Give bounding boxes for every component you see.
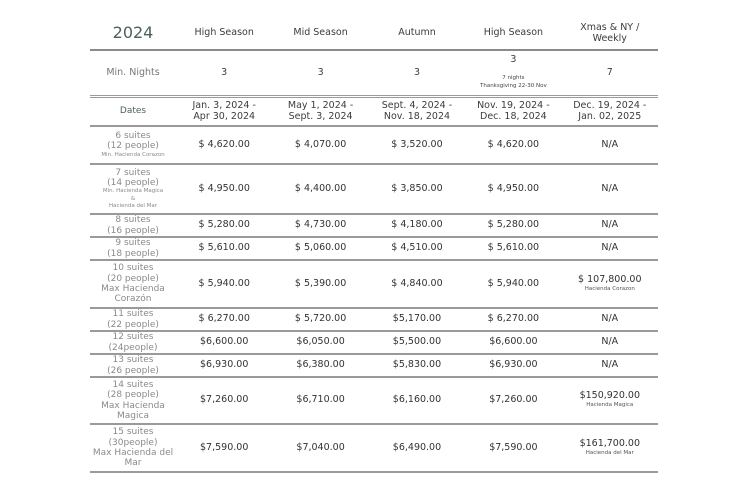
table-row	[90, 331, 658, 354]
price-value: $ 4,840.00	[391, 277, 443, 289]
price-cell	[465, 260, 561, 308]
price-cell	[369, 308, 465, 331]
price-value: N/A	[601, 138, 619, 150]
price-cell	[272, 126, 368, 164]
season-heading: High Season	[465, 18, 561, 50]
table-row	[90, 260, 658, 308]
date-range	[176, 97, 272, 127]
price-value: N/A	[601, 313, 619, 325]
price-cell	[465, 354, 561, 377]
price-value: $ 5,390.00	[294, 277, 347, 289]
suite-label-line: (26 people)	[107, 365, 159, 376]
price-cell	[562, 214, 658, 237]
price-cell	[176, 331, 272, 354]
price-value: $7,040.00	[296, 441, 345, 453]
suite-label	[90, 377, 176, 424]
price-cell	[272, 260, 368, 308]
table-row	[90, 354, 658, 377]
price-cell	[465, 331, 561, 354]
price-value: $ 4,730.00	[294, 219, 347, 231]
price-value: N/A	[601, 359, 619, 371]
suite-label	[90, 331, 176, 354]
price-cell	[465, 164, 561, 214]
date-start: Nov. 19, 2024 -	[477, 99, 550, 111]
suite-label-line: Max Hacienda	[101, 284, 165, 294]
price-cell	[562, 164, 658, 214]
price-value: $6,490.00	[392, 441, 442, 453]
suite-label	[90, 164, 176, 214]
price-value: $161,700.00	[579, 437, 640, 449]
suite-label-line: 6 suites	[115, 130, 151, 141]
date-range	[272, 97, 368, 127]
price-value: $ 5,610.00	[487, 242, 540, 254]
min-nights-value: 3	[369, 50, 465, 97]
price-note: Hacienda Magica	[586, 402, 634, 409]
price-value: $6,710.00	[296, 394, 345, 406]
price-value: $5,830.00	[392, 359, 442, 371]
price-value: $ 5,610.00	[198, 242, 250, 254]
price-cell	[562, 424, 658, 472]
price-cell	[562, 126, 658, 164]
suite-label-line: (14 people)	[107, 177, 159, 188]
suite-label-line: 7 suites	[115, 167, 151, 178]
price-cell	[369, 424, 465, 472]
price-cell	[369, 214, 465, 237]
price-value: $ 5,060.00	[294, 242, 347, 254]
suite-label-line: (16 people)	[107, 225, 159, 236]
price-value: N/A	[601, 219, 619, 231]
price-value: $7,590.00	[489, 441, 538, 453]
price-value: $7,260.00	[489, 394, 538, 406]
price-cell	[176, 126, 272, 164]
suite-label-line: 10 suites	[112, 263, 154, 274]
price-cell	[369, 260, 465, 308]
date-end: Jan. 02, 2025	[578, 110, 642, 122]
suite-label-line: 8 suites	[115, 215, 151, 226]
price-value: $6,600.00	[200, 336, 249, 348]
suite-label-line: (28 people)	[107, 390, 159, 401]
suite-label-line: 13 suites	[112, 355, 154, 366]
suite-label	[90, 308, 176, 331]
date-range	[562, 97, 658, 127]
suite-label	[90, 354, 176, 377]
price-value: $ 6,270.00	[198, 313, 250, 325]
price-value: $ 5,720.00	[294, 313, 347, 325]
suite-note: Min. Hacienda Corazon	[101, 151, 165, 158]
price-value: $ 5,280.00	[198, 219, 250, 231]
price-cell	[176, 377, 272, 424]
price-cell	[369, 354, 465, 377]
dates-label: Dates	[90, 97, 176, 127]
price-cell	[562, 237, 658, 260]
price-value: $ 5,280.00	[487, 219, 540, 231]
min-nights-note: 7 nights	[502, 74, 525, 81]
price-value: $ 5,940.00	[198, 277, 250, 289]
price-cell	[176, 214, 272, 237]
price-cell	[272, 424, 368, 472]
date-start: Sept. 4, 2024 -	[381, 99, 453, 111]
suite-label	[90, 126, 176, 164]
date-start: May 1, 2024 -	[287, 99, 354, 111]
price-cell	[272, 214, 368, 237]
price-value: $ 4,950.00	[198, 182, 250, 194]
suite-label	[90, 424, 176, 472]
price-cell	[272, 308, 368, 331]
price-cell	[369, 331, 465, 354]
price-cell	[562, 260, 658, 308]
price-cell	[562, 331, 658, 354]
price-value: N/A	[601, 336, 619, 348]
min-nights-label: Min. Nights	[90, 50, 176, 97]
price-cell	[465, 377, 561, 424]
price-note: Hacienda del Mar	[585, 449, 634, 456]
table-row	[90, 164, 658, 214]
table-row	[90, 126, 658, 164]
suite-note: Hacienda del Mar	[108, 203, 158, 210]
min-nights-row	[90, 50, 658, 97]
date-end: Sept. 3, 2024	[288, 110, 353, 122]
table-row	[90, 237, 658, 260]
suite-label	[90, 237, 176, 260]
price-value: $150,920.00	[579, 390, 640, 402]
min-nights-value: 7	[562, 50, 658, 97]
min-nights-note: Thanksgiving 22-30 Nov	[479, 83, 547, 90]
price-value: $6,380.00	[296, 359, 345, 371]
suite-label-line: 15 suites	[112, 427, 154, 438]
price-value: $ 3,520.00	[391, 138, 443, 150]
date-range	[369, 97, 465, 127]
price-value: $7,260.00	[200, 394, 249, 406]
price-value: $6,930.00	[200, 359, 249, 371]
date-start: Jan. 3, 2024 -	[192, 99, 256, 111]
suite-note: Min. Hacienda Magica	[102, 188, 164, 195]
season-heading: Mid Season	[272, 18, 368, 50]
price-cell	[465, 126, 561, 164]
price-value: $ 4,620.00	[487, 138, 540, 150]
price-cell	[176, 260, 272, 308]
season-heading: Xmas & NY / Weekly	[562, 18, 658, 50]
suite-note: &	[130, 195, 136, 202]
price-cell	[176, 424, 272, 472]
price-cell	[272, 354, 368, 377]
price-value: $ 4,400.00	[294, 182, 347, 194]
suite-label-line: (24people)	[108, 342, 158, 353]
price-cell	[465, 424, 561, 472]
price-cell	[176, 237, 272, 260]
suite-label-line: Magica	[117, 410, 149, 421]
price-cell	[465, 308, 561, 331]
min-nights-value: 3	[272, 50, 368, 97]
suite-label-line: (30people)	[108, 437, 158, 448]
price-value: $ 6,270.00	[487, 313, 540, 325]
date-end: Dec. 18, 2024	[480, 110, 547, 122]
price-value: N/A	[601, 242, 619, 254]
rates-table	[90, 18, 658, 473]
price-cell	[369, 164, 465, 214]
price-value: $ 4,510.00	[391, 242, 443, 254]
table-row	[90, 377, 658, 424]
price-cell	[369, 377, 465, 424]
year-heading: 2024	[90, 18, 176, 50]
price-value: $6,600.00	[489, 336, 538, 348]
price-value: $6,930.00	[489, 359, 538, 371]
price-value: $5,170.00	[392, 313, 442, 325]
min-nights-cell	[465, 50, 561, 97]
table-row	[90, 424, 658, 472]
season-header-row	[90, 18, 658, 50]
price-cell	[272, 237, 368, 260]
suite-label	[90, 214, 176, 237]
price-cell	[562, 377, 658, 424]
season-heading: Autumn	[369, 18, 465, 50]
suite-label-line: Max Hacienda	[101, 400, 165, 411]
suite-label-line: (18 people)	[107, 248, 159, 259]
price-value: $ 5,940.00	[487, 277, 540, 289]
price-cell	[176, 164, 272, 214]
suite-label-line: 9 suites	[115, 238, 151, 249]
price-value: N/A	[601, 182, 619, 194]
date-end: Apr 30, 2024	[193, 110, 256, 122]
price-value: $ 4,180.00	[391, 219, 443, 231]
date-end: Nov. 18, 2024	[383, 110, 451, 122]
date-start: Dec. 19, 2024 -	[573, 99, 647, 111]
suite-label-line: 11 suites	[112, 309, 154, 320]
price-value: $6,050.00	[296, 336, 345, 348]
price-cell	[562, 354, 658, 377]
price-cell	[176, 308, 272, 331]
price-value: $ 4,070.00	[294, 138, 347, 150]
season-heading: High Season	[176, 18, 272, 50]
suite-label-line: (12 people)	[107, 141, 159, 152]
suite-label-line: Corazón	[114, 294, 152, 305]
suite-label	[90, 260, 176, 308]
price-value: $ 4,620.00	[198, 138, 250, 150]
price-value: $5,500.00	[392, 336, 442, 348]
price-cell	[272, 331, 368, 354]
suite-label-line: 14 suites	[112, 379, 154, 390]
suite-label-line: Max Hacienda del	[92, 448, 174, 458]
date-range	[465, 97, 561, 127]
price-value: $7,590.00	[200, 441, 249, 453]
suite-label-line: Mar	[124, 458, 142, 469]
price-note: Hacienda Corazon	[584, 285, 635, 292]
table-row	[90, 308, 658, 331]
min-nights-value: 3	[510, 53, 517, 65]
min-nights-value: 3	[176, 50, 272, 97]
suite-label-line: (22 people)	[107, 319, 159, 330]
price-value: $ 3,850.00	[391, 182, 443, 194]
table-row	[90, 214, 658, 237]
price-value: $6,160.00	[392, 394, 442, 406]
price-cell	[369, 237, 465, 260]
price-cell	[272, 377, 368, 424]
price-value: $ 107,800.00	[578, 273, 642, 285]
dates-row	[90, 97, 658, 127]
price-cell	[465, 237, 561, 260]
suite-label-line: 12 suites	[112, 332, 154, 343]
price-cell	[176, 354, 272, 377]
price-value: $ 4,950.00	[487, 182, 540, 194]
price-cell	[369, 126, 465, 164]
price-cell	[465, 214, 561, 237]
suite-label-line: (20 people)	[107, 273, 159, 284]
price-cell	[272, 164, 368, 214]
price-cell	[562, 308, 658, 331]
